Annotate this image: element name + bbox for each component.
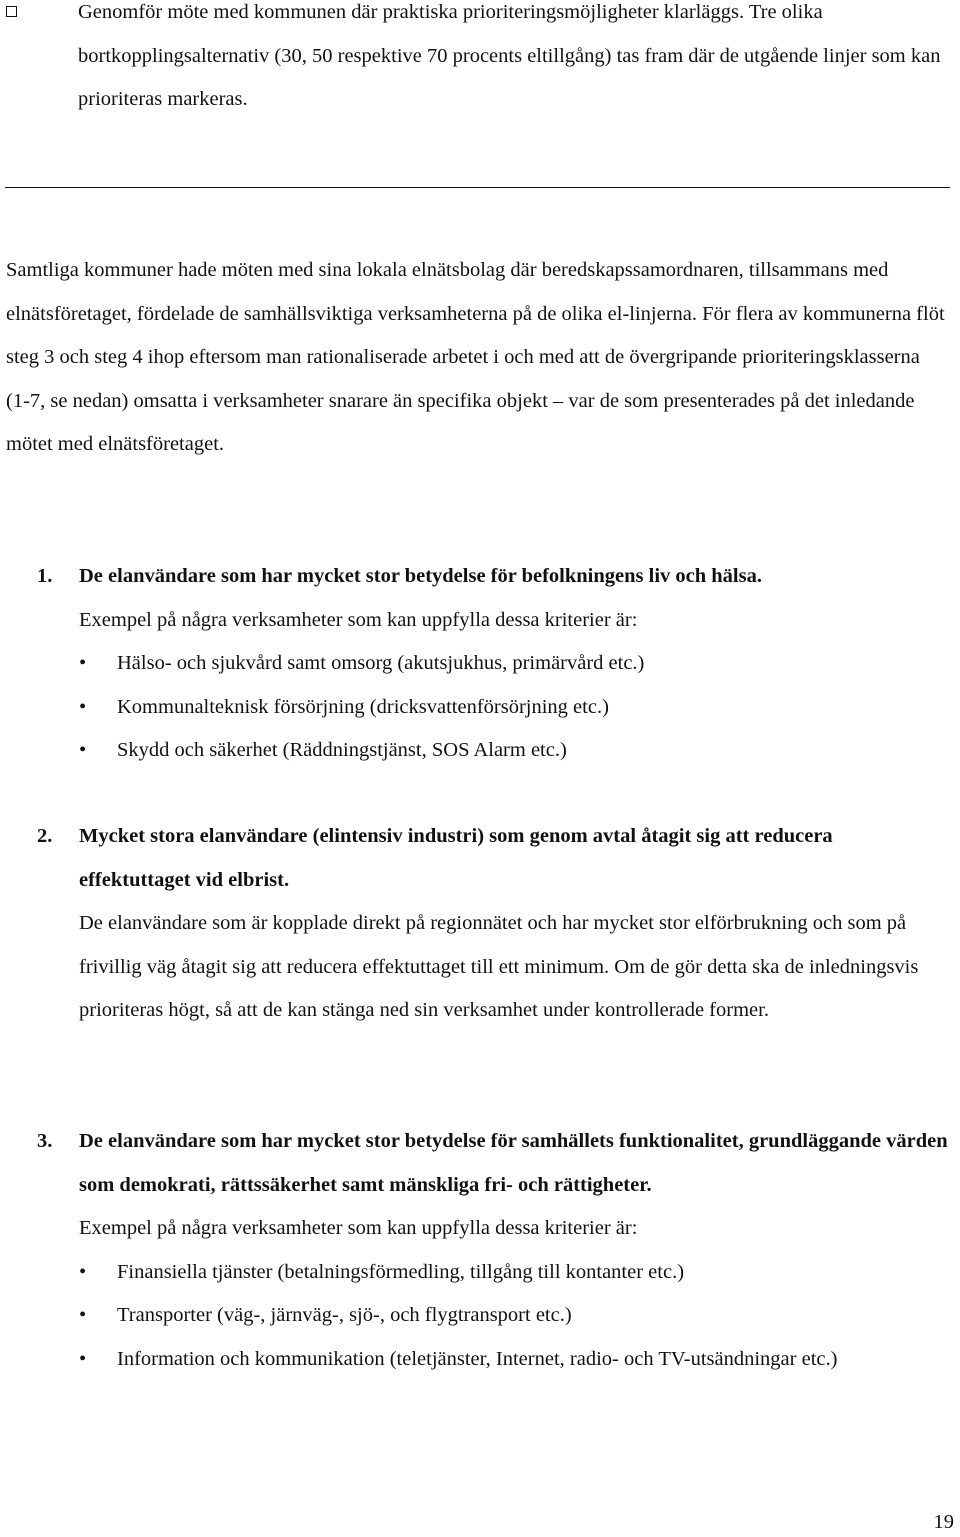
priority-section-3	[6, 1120, 948, 1381]
bullet-list	[6, 642, 948, 773]
section-number: 1.	[37, 565, 53, 587]
checkbox-icon	[6, 6, 17, 17]
section-heading-text: Mycket stora elanvändare (elintensiv industri) som genom avtal åtagit sig att reducera effektuttaget vid elbrist.	[79, 825, 833, 891]
list-item	[6, 729, 948, 773]
separator-line	[5, 187, 950, 188]
intro-paragraph: Samtliga kommuner hade möten med sina lokala elnätsbolag där beredskapssamordnaren, tillsammans med elnätsföretaget, fördelade de samhällsviktiga verksamheterna på de olika el-linjerna. För flera av kommunerna flöt steg 3 och steg 4 ihop eftersom man rationaliserade arbetet i och med att de övergripande prioriteringsklasserna (1-7, se nedan) omsatta i verksamheter snarare än specifika objekt – var de som presenterades på det inledande mötet med elnätsföretaget.	[6, 259, 945, 455]
section-body: De elanvändare som är kopplade direkt på regionnätet och har mycket stor elförbrukning och som på frivillig väg åtagit sig att reducera effektuttaget till ett minimum. Om de gör detta ska de inledningsvis prioriteras högt, så att de kan stänga ned sin verksamhet under kontrollerade former.	[79, 912, 919, 1021]
list-item-text: Transporter (väg-, järnväg-, sjö-, och flygtransport etc.)	[117, 1304, 572, 1326]
section-heading-text: De elanvändare som har mycket stor betydelse för befolkningens liv och hälsa.	[79, 565, 762, 587]
list-item	[6, 1338, 948, 1382]
priority-section-1	[6, 555, 948, 773]
bullet-icon: •	[79, 695, 87, 718]
section-heading-text: De elanvändare som har mycket stor betydelse för samhällets funktionalitet, grundläggande värden som demokrati, rättssäkerhet samt mänskliga fri- och rättigheter.	[79, 1130, 948, 1196]
bullet-icon: •	[79, 1304, 87, 1326]
list-item	[6, 1251, 948, 1295]
list-item	[6, 642, 948, 686]
list-item-text: Information och kommunikation (teletjänster, Internet, radio- och TV-utsändningar etc.)	[117, 1347, 838, 1370]
list-item-text: Skydd och säkerhet (Räddningstjänst, SOS Alarm etc.)	[117, 739, 567, 761]
section-heading	[6, 1120, 948, 1207]
list-item	[6, 1294, 948, 1338]
list-item	[6, 686, 948, 730]
bullet-icon: •	[79, 1260, 87, 1283]
checklist-item-text: Genomför möte med kommunen där praktiska prioriteringsmöjligheter klarläggs. Tre olika bortkopplingsalternativ (30, 50 respektive 70 procents eltillgång) tas fram där de utgående linjer som kan prioriteras markeras.	[78, 1, 941, 110]
bullet-icon: •	[79, 739, 87, 761]
section-heading	[6, 555, 948, 599]
section-body: Exempel på några verksamheter som kan uppfylla dessa kriterier är:	[79, 608, 638, 631]
section-number: 3.	[37, 1130, 53, 1152]
list-item-text: Kommunalteknisk försörjning (dricksvattenförsörjning etc.)	[117, 695, 609, 718]
list-item-text: Finansiella tjänster (betalningsförmedling, tillgång till kontanter etc.)	[117, 1260, 685, 1283]
section-number: 2.	[37, 825, 53, 847]
bullet-list	[6, 1251, 948, 1382]
page-number: 19	[933, 1511, 954, 1533]
checklist-item	[6, 0, 948, 122]
bullet-icon: •	[79, 652, 87, 674]
bullet-icon: •	[79, 1347, 87, 1370]
priority-section-2	[6, 815, 948, 1033]
list-item-text: Hälso- och sjukvård samt omsorg (akutsjukhus, primärvård etc.)	[117, 652, 645, 674]
section-heading	[6, 815, 948, 902]
section-body: Exempel på några verksamheter som kan uppfylla dessa kriterier är:	[79, 1217, 638, 1239]
